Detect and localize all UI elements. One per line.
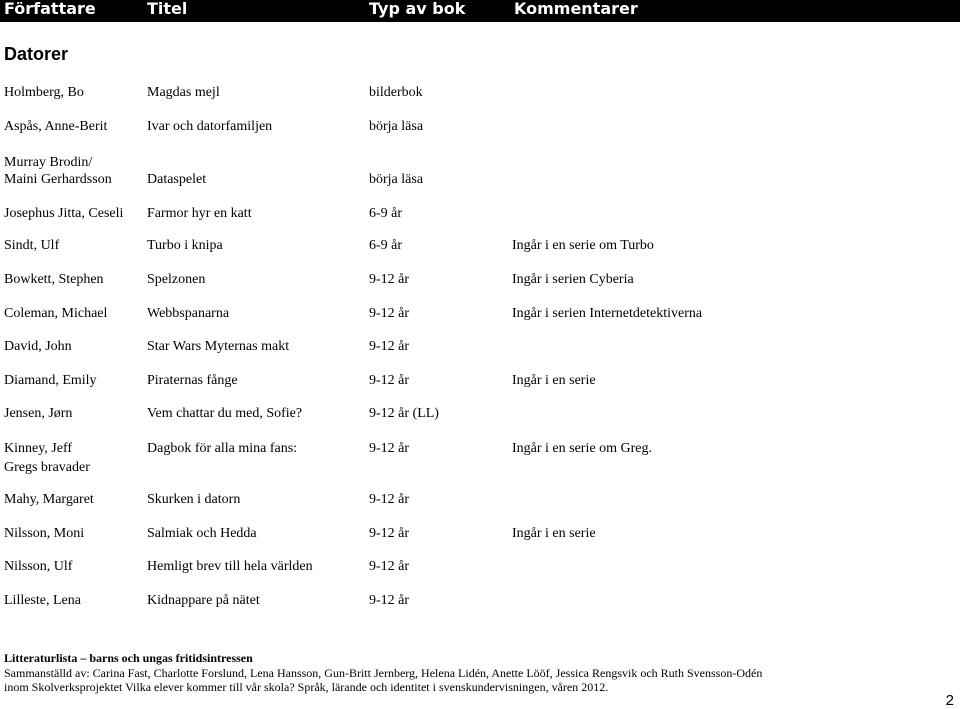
page-number: 2 <box>945 692 954 709</box>
book-title: Star Wars Myternas makt <box>147 339 290 354</box>
book-type: 9-12 år <box>369 526 410 541</box>
header-comments: Kommentarer <box>514 0 638 18</box>
comment: Ingår i en serie <box>512 373 596 388</box>
comment: Ingår i serien Internetdetektiverna <box>512 306 703 321</box>
author: Diamand, Emily <box>4 373 97 388</box>
book-title: Piraternas fånge <box>147 373 238 388</box>
book-title: Dagbok för alla mina fans: <box>147 441 298 456</box>
author: Mahy, Margaret <box>4 492 94 507</box>
author: Josephus Jitta, Ceseli <box>4 206 124 221</box>
book-type: 9-12 år (LL) <box>369 406 439 421</box>
header-type: Typ av bok <box>369 0 466 18</box>
author: David, John <box>4 339 72 354</box>
book-type: 9-12 år <box>369 373 410 388</box>
book-type: 6-9 år <box>369 238 403 253</box>
book-type: 9-12 år <box>369 272 410 287</box>
author: Jensen, Jørn <box>4 406 73 421</box>
footer-credits: Sammanställd av: Carina Fast, Charlotte Forslund, Lena Hansson, Gun-Britt Jernberg, Helena Lidén, Anette Lööf, Jessica Rengsvik och Ruth Svensson-Odén <box>4 666 763 680</box>
comment: Ingår i en serie <box>512 526 596 541</box>
book-type: 9-12 år <box>369 441 410 456</box>
author-line2: Maini Gerhardsson <box>4 172 112 187</box>
book-type: 9-12 år <box>369 492 410 507</box>
book-title: Spelzonen <box>147 272 206 287</box>
book-type: 6-9 år <box>369 206 403 221</box>
footer-project: inom Skolverksprojektet Vilka elever kommer till vår skola? Språk, lärande och identitet i svenskundervisningen, våren 2012. <box>4 680 609 694</box>
book-title: Webbspanarna <box>147 306 230 321</box>
book-type: börja läsa <box>369 172 424 187</box>
book-type: bilderbok <box>369 85 423 100</box>
book-type: 9-12 år <box>369 306 410 321</box>
comment: Ingår i en serie om Turbo <box>512 238 654 253</box>
book-type: 9-12 år <box>369 339 410 354</box>
table-header <box>0 0 960 22</box>
header-author: Författare <box>4 0 96 18</box>
book-title: Hemligt brev till hela världen <box>147 559 313 574</box>
author: Holmberg, Bo <box>4 85 84 100</box>
footer-title: Litteraturlista – barns och ungas fritidsintressen <box>4 651 253 665</box>
author: Kinney, Jeff <box>4 441 73 456</box>
author: Bowkett, Stephen <box>4 272 104 287</box>
book-title: Salmiak och Hedda <box>147 526 257 541</box>
book-title: Ivar och datorfamiljen <box>147 119 273 134</box>
section-title: Datorer <box>4 44 69 64</box>
header-title: Titel <box>147 0 188 18</box>
author: Nilsson, Moni <box>4 526 85 541</box>
book-title: Turbo i knipa <box>147 238 223 253</box>
book-type: 9-12 år <box>369 593 410 608</box>
author: Coleman, Michael <box>4 306 108 321</box>
book-title: Kidnappare på nätet <box>147 593 260 608</box>
author: Sindt, Ulf <box>4 238 60 253</box>
author: Aspås, Anne-Berit <box>4 119 108 134</box>
book-type: börja läsa <box>369 119 424 134</box>
comment: Ingår i en serie om Greg. <box>512 441 652 456</box>
comment: Ingår i serien Cyberia <box>512 272 634 287</box>
author: Murray Brodin/ <box>4 155 93 170</box>
author-line2: Gregs bravader <box>4 460 90 475</box>
author: Nilsson, Ulf <box>4 559 73 574</box>
book-title: Dataspelet <box>147 172 207 187</box>
book-title: Farmor hyr en katt <box>147 206 252 221</box>
book-title: Skurken i datorn <box>147 492 241 507</box>
author: Lilleste, Lena <box>4 593 81 608</box>
book-title: Magdas mejl <box>147 85 220 100</box>
book-title: Vem chattar du med, Sofie? <box>147 406 303 421</box>
book-type: 9-12 år <box>369 559 410 574</box>
